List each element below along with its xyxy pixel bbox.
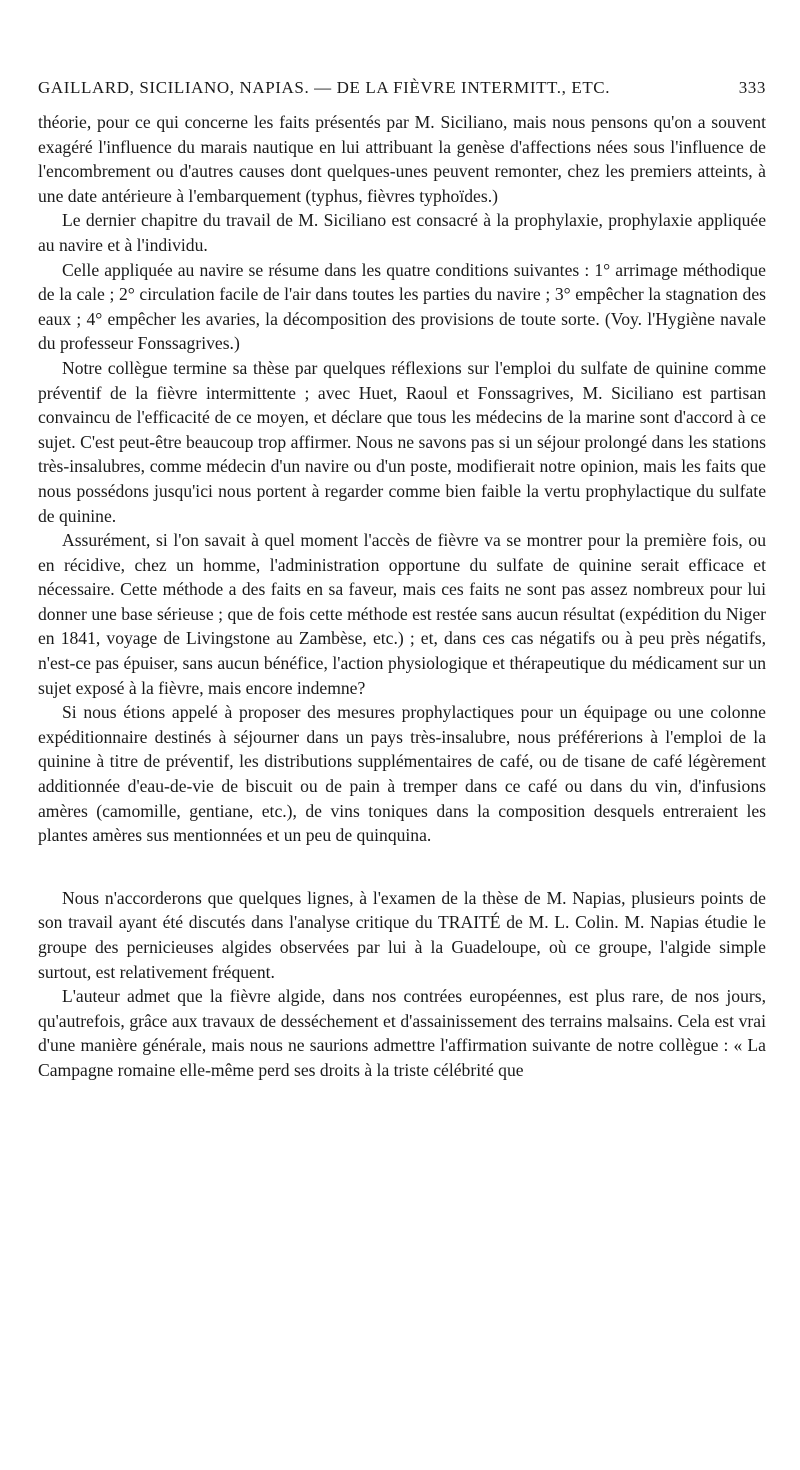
paragraph-8: L'auteur admet que la fièvre algide, dans nos contrées européennes, est plus rare, de nos jours, qu'autrefois, grâce aux travaux de desséchement et d'assainissement des terrains malsains. Cela est vrai d'une manière générale, mais nous ne saurions admettre l'affirmation suivante de notre collègue : « La Campagne romaine elle-même perd ses droits à la triste célébrité que xyxy=(38,986,766,1080)
document-page xyxy=(38,78,766,1083)
page-header xyxy=(38,78,766,98)
paragraph-3: Celle appliquée au navire se résume dans les quatre conditions suivantes : 1° arrimage méthodique de la cale ; 2° circulation facile de l'air dans toutes les parties du navire ; 3° empêcher la stagnation des eaux ; 4° empêcher les avaries, la décomposition des provisions de toute sorte. (Voy. l'Hygiène navale du professeur Fonssagrives.) xyxy=(38,259,766,354)
paragraph-2: Le dernier chapitre du travail de M. Siciliano est consacré à la prophylaxie, prophylaxie appliquée au navire et à l'individu. xyxy=(38,210,766,255)
paragraph-1: théorie, pour ce qui concerne les faits présentés par M. Siciliano, mais nous pensons qu'on a souvent exagéré l'influence du marais nautique en lui attribuant la genèse d'affections nées sous l'influence de l'encombrement ou d'autres causes dont quelques-unes peuvent remonter, chez les premiers atteints, à une date antérieure à l'embarquement (typhus, fièvres typhoïdes.) xyxy=(38,112,766,206)
paragraph-5: Assurément, si l'on savait à quel moment l'accès de fièvre va se montrer pour la première fois, ou en récidive, chez un homme, l'administration opportune du sulfate de quinine serait efficace et nécessaire. Cette méthode a des faits en sa faveur, mais ces faits ne sont pas assez nombreux pour lui donner une base sérieuse ; que de fois cette méthode est restée sans aucun résultat (expédition du Niger en 1841, voyage de Livingstone au Zambèse, etc.) ; et, dans ces cas négatifs ou à peu près négatifs, n'est-ce pas épuiser, sans aucun bénéfice, l'action physiologique et thérapeutique du médicament sur un sujet exposé à la fièvre, mais encore indemne? xyxy=(38,530,766,698)
paragraph-7: Nous n'accorderons que quelques lignes, à l'examen de la thèse de M. Napias, plusieurs points de son travail ayant été discutés dans l'analyse critique du TRAITÉ de M. L. Colin. M. Napias étudie le groupe des pernicieuses algides observées par lui à la Guadeloupe, où ce groupe, l'algide simple surtout, est relativement fréquent. xyxy=(38,887,766,982)
paragraph-4: Notre collègue termine sa thèse par quelques réflexions sur l'emploi du sulfate de quinine comme préventif de la fièvre intermittente ; avec Huet, Raoul et Fonssagrives, M. Siciliano est partisan convaincu de l'efficacité de ce moyen, et déclare que tous les médecins de la marine sont d'accord à ce sujet. C'est peut-être beaucoup trop affirmer. Nous ne savons pas si un séjour prolongé dans les stations très-insalubres, comme médecin d'un navire ou d'un poste, modifierait notre opinion, mais les faits que nous possédons jusqu'ici nous portent à regarder comme bien faible la vertu prophylactique du sulfate de quinine. xyxy=(38,357,766,526)
page-number: 333 xyxy=(738,78,766,97)
paragraph-6: Si nous étions appelé à proposer des mesures prophylactiques pour un équipage ou une colonne expéditionnaire destinés à séjourner dans un pays très-insalubre, nous préférerions à l'emploi de la quinine à titre de préventif, les distributions supplémentaires de café, ou de tisane de café légèrement additionnée d'eau-de-vie de biscuit ou de pain à tremper dans ce café ou dans du vin, d'infusions amères (camomille, gentiane, etc.), de vins toniques dans la composition desquels entreraient les plantes amères sus mentionnées et un peu de quinquina. xyxy=(38,702,766,846)
running-title: GAILLARD, SICILIANO, NAPIAS. — DE LA FIÈVRE INTERMITT., ETC. xyxy=(38,78,611,97)
